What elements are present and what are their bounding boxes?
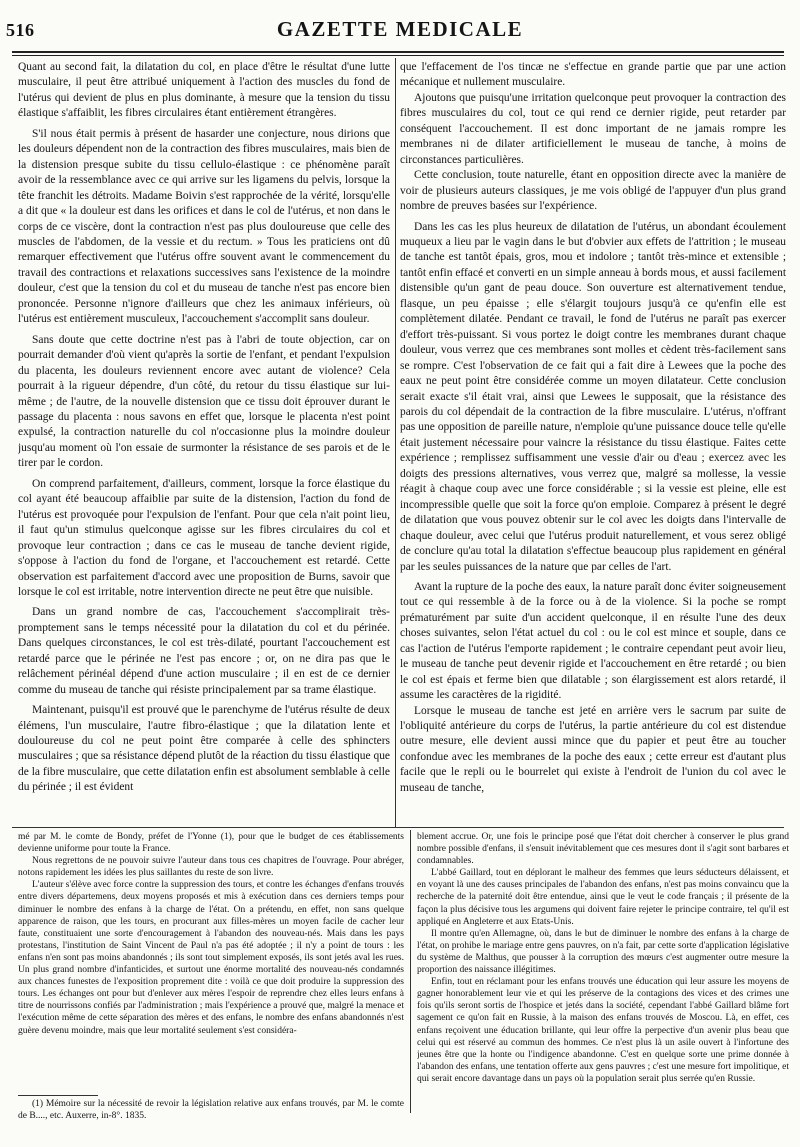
paragraph: Avant la rupture de la poche des eaux, la nature paraît donc éviter soigneusement tout ce qui ressemble à de la force ou à de la violence. Si la poche se rompt prématurément par suite d'un accident quelconque, il en résulte l'une des deux choses suivantes, selon l'état actuel du col : ou le col est mince et souple, dans ce cas l'action de l'utérus l'emporte rapidement ; le contraire cependant peut avoir lieu, le museau de tanche peut devenir rigide et l'accouchement en être retardé ; ou bien le col est épais et ferme bien que dilatable ; son élargissement est alors retardé, il assume les caractères de la rigidité.	[400, 580, 786, 702]
paragraph: Maintenant, puisqu'il est prouvé que le parenchyme de l'utérus résulte de deux élémens, l'un musculaire, l'autre fibro-élastique ; que la dilatation lente et douloureuse du col ne peut point être comparée à celle des sphincters musculaires ; que sa résistance dépend plutôt de la réaction du tissu élastique que de la fibre musculaire, que cette dilatation enfin est absolument semblable à celle du périnée ; il est évident	[18, 704, 390, 794]
footnote-rule	[18, 1095, 98, 1096]
paragraph: L'auteur s'élève avec force contre la suppression des tours, et contre les échanges d'enfans trouvés entre divers départemens, deux moyens proposés et mis à exécution dans ces derniers temps pour diminuer le nombre des enfans à la charge de l'état. On a prétendu, en effet, non sans quelque apparence de raison, que les tours, en procurant aux filles-mères un moyen facile de cacher leur faute, constituaient une sorte d'encouragement à l'abandon des nouveau-nés. Mais dans les pays protestans, l'institution de Saint Vincent de Paul n'a pas été adoptée ; il n'y a point de tours : les enfans n'en sont pas moins abandonnés ; ils sont tout simplement exposés, ils sont jetés aval les rues. Un plus grand nombre d'infanticides, et surtout une énorme mortalité des nouveau-nés condamnés aux chances funestes de l'exposition proprement dite : voilà ce que doit produire la suppression des tours. Les échanges ont pour but d'enlever aux mères l'espoir de reprendre chez elles leurs enfans à titre de nourrissons confiés par l'administration ; mais l'expérience a prouvé que, malgré la menace et l'exécution même de cette séparation des mères et des enfans, le nombre des enfans abandonnés n'est guère devenu moindre, mais que leur mortalité seulement s'est considéra-	[18, 880, 404, 1036]
paragraph: Cette conclusion, toute naturelle, étant en opposition directe avec la manière de voir de plusieurs auteurs classiques, je me vois obligé de l'appuyer d'un plus grand nombre de preuves basées sur l'expérience.	[400, 169, 786, 213]
footnote	[18, 1098, 404, 1122]
header-rule-thin	[12, 55, 784, 56]
paragraph: Enfin, tout en réclamant pour les enfans trouvés une éducation qui leur assure les moyens de gagner honorablement leur vie et qui les préserve de la contagions des vices et des crimes une fois qu'ils seront sortis de l'hospice et jetés dans la société, cependant l'abbé Gaillard blâme fort sagement ce qu'on fait en Russie, à la maison des enfans trouvés de Moscou. Là, en effet, ces enfans reçoivent une éducation brillante, qui leur offre la perpective d'un avenir plus beau que celui qui est réservé au commun des hommes. Ce n'est plus là un asile ouvert à l'infortune des jeunes être que la honte ou l'indigence abandonne. C'est en quelque sorte une prime donnée à l'abandon des enfans, une tentation offerte aux gens pauvres ; c'est une mesure fort impolitique, et qui serait encore davantage dans un pays où la population serait plus serrée qu'en Russie.	[417, 977, 789, 1084]
paragraph: L'abbé Gaillard, tout en déplorant le malheur des femmes que leurs séducteurs délaissent, et en voyant là une des causes principales de l'abandon des enfans, n'est pas moins convaincu que la recherche de la paternité doit être entendue, ainsi que le veut le code français ; il présente de la façon la plus décisive tous les argumens qui doivent faire rejeter le principe contraire, tel qu'il est appliqué en Angleterre et aux Etats-Unis.	[417, 868, 789, 927]
paragraph: Nous regrettons de ne pouvoir suivre l'auteur dans tous ces chapitres de l'ouvrage. Pour abréger, notons rapidement les idées les plus saillantes du reste de son livre.	[18, 856, 404, 879]
paragraph: Ajoutons que puisqu'une irritation quelconque peut provoquer la contraction des fibres musculaires du col, tout ce qui rend ce dernier rigide, peut retarder par conséquent l'accouchement. Il est donc important de ne jamais rompre les membranes ni de dilater artificiellement le museau de tanche, à moins de circonstances particulières.	[400, 91, 786, 166]
paragraph: mé par M. le comte de Bondy, préfet de l'Yonne (1), pour que le budget de ces établissements devienne uniforme pour toute la France.	[18, 832, 404, 855]
paragraph: Il montre qu'en Allemagne, où, dans le but de diminuer le nombre des enfans à la charge de l'état, on prohibe le mariage entre gens pauvres, on n'a fait, par cette sorte d'application législative du système de Malthus, que pousser à la corruption des mœurs c'est augmenter outre mesure la proportion des naissance illégitimes.	[417, 928, 789, 976]
paragraph: Dans un grand nombre de cas, l'accouchement s'accomplirait très-promptement sans le temps nécessité pour la dilatation du col et du périnée. Dans quelques circonstances, le col est très-dilaté, pourtant l'accouchement est retardé parce que le périnée ne l'est pas encore ; or, on ne dira pas que le relâchement périnéal dépend d'une action musculaire ; il en est de ce dernier comme du museau de tanche qui résiste principalement par sa trame élastique.	[18, 606, 390, 696]
paragraph: Dans les cas les plus heureux de dilatation de l'utérus, un abondant écoulement muqueux a lieu par le vagin dans le but d'obvier aux effets de l'attrition ; le museau de tanche est tantôt épais, gros, mou et indolore ; tantôt très-mince et extensible ; tantôt enfin effacé et converti en un simple anneau à bords mous, et aussi facilement distensible qu'un gant de peau douce. Son ouverture est alternativement tendue, flasque, un peu épaisse ; elle s'élargit toujours jusqu'à ce qu'enfin elle est complètement dilatée. Pendant ce travail, le fond de l'utérus ne paraît pas exercer d'effort très-puissant. Si vous portez le doigt contre les membranes durant chaque douleur, vous verrez que ces membranes sont molles et cèdent très-facilement sans se rompre. C'est l'observation de ce fait qui a fait dire à Lewees que la poche des eaux ne peut point être considérée comme un moyen dilatateur. Cette conclusion serait exacte s'il était vrai, ainsi que Lewees le supposait, que la résistance des parois du col dépendait de la contraction de la fibre musculaire. L'utérus, n'offrant pas une opposition de pareille nature, n'emploie qu'une puissance douce telle qu'elle était justement nécessaire pour vaincre la résistance du tissu élastique. Faites cette expérience ; remplissez suffisamment une vessie d'air ou d'eau ; exercez avec les doigts des pressions alternatives, vous verrez que, malgré sa mollesse, la vessie réagit à chaque coup avec une force considérable ; si la vessie est pleine, elle est incompressible quelle que soit la force qu'on emploie. Comparez à présent le degré de dilatation que vous pouvez obtenir sur le col avec les doigts dans l'intervalle de chaque douleur, avec celui que l'utérus produit naturellement, et vous serez obligé de conclure qu'au total la dilatation s'effectue beaucoup plus rapidement en général par les seules puissances de la nature que par celles de l'art.	[400, 220, 786, 573]
header-rule-thick	[12, 51, 784, 53]
feuilleton-right-column	[417, 831, 789, 1113]
paragraph: Quant au second fait, la dilatation du col, en place d'être le résultat d'une lutte musculaire, il peut être attribué uniquement à l'action des muscles du fond de l'utérus qui devient de plus en plus dominante, à mesure que la tension du tissu élastique s'affaiblit, les fibres circulaires étant entièrement étrangères.	[18, 61, 390, 120]
column-divider	[395, 58, 396, 828]
right-column	[400, 60, 786, 824]
newspaper-title: GAZETTE MEDICALE	[276, 17, 524, 41]
paragraph: Lorsque le museau de tanche est jeté en arrière vers le sacrum par suite de l'obliquité antérieure du corps de l'utérus, la partie antérieure du col est distendue outre mesure, elle devient aussi mince que du papier et peut être au toucher confondue avec les membranes de la poche des eaux ; cette erreur est d'autant plus facile que le repli ou le bourrelet qui existe à l'endroit de l'union du col avec le museau de tanche,	[400, 704, 786, 794]
feuilleton-column-divider	[410, 830, 411, 1113]
paragraph: On comprend parfaitement, d'ailleurs, comment, lorsque la force élastique du col ayant été beaucoup affaiblie par suite de la distension, l'action du fond de l'utérus est provoquée pour l'expulsion de l'enfant. Pour que cela n'ait point lieu, il faut qu'un stimulus quelconque agisse sur les fibres circulaires du col et provoque leur contraction ; dans ce cas le museau de tanche devient rigide, s'oppose à l'action du fond de l'organe, et l'accouchement est retardé. Cette observation est parfaitement d'accord avec une proposition de Burns, savoir que lorsque le col est irritable, notre intervention directe ne peut être que nuisible.	[18, 477, 390, 598]
paragraph: blement accrue. Or, une fois le principe posé que l'état doit chercher à conserver le plus grand nombre possible d'enfans, il s'ensuit inévitablement que ces mesures dont il s'agit sont barbares et condamnables.	[417, 832, 789, 867]
page-number: 516	[6, 20, 35, 40]
paragraph: S'il nous était permis à présent de hasarder une conjecture, nous dirions que les douleurs dépendent non de la contraction des fibres musculaires, mais bien de la distension presque subite du tissu cellulo-élastique : ce phénomène paraît avoir de la ressemblance avec ce qui arrive sur les ligamens du pelvis, lorsque la tête franchit les détroits. Madame Boivin s'est rapprochée de la vérité, lorsqu'elle a dit que « la douleur est dans les orifices et dans le col de l'utérus, et non dans le corps de ce viscère, dont la contraction n'est pas plus douloureuse que celle des muscles de l'abdomen, de la vessie et du rectum. » Tous les praticiens ont dû remarquer effectivement que l'utérus offre souvent avant le commencement du travail des contractions et relaxations successives sans l'existence de la moindre douleur, c'est que la tension du col et du museau de tanche n'est pas encore bien prononcée. Personne n'ignore d'ailleurs que chez les animaux inférieurs, où l'utérus est entièrement musculeux, l'accouchement s'accomplit sans douleur.	[18, 127, 390, 326]
paragraph: que l'effacement de l'os tincæ ne s'effectue en grande partie que par une action mécanique et nullement musculaire.	[400, 61, 786, 89]
section-divider	[12, 827, 784, 828]
feuilleton-left-column	[18, 831, 404, 1093]
left-column	[18, 60, 390, 824]
paragraph: Sans doute que cette doctrine n'est pas à l'abri de toute objection, car on pourrait demander d'où vient qu'après la sortie de l'enfant, et pendant l'expulsion du placenta, les douleurs reviennent encore avec autant de violence? Cela pourrait à la rigueur dépendre, d'un côté, du retour du tissu élastique sur lui-même ; de l'autre, de la nouvelle distension que ce tissu doit éprouver durant le passage du placenta : nous savons en effet que, lorsque le placenta n'est point expulsé, la contraction naturelle du col n'occasionne plus la moindre douleur jusqu'au moment où l'on essaie de surmonter la résistance de ses parois et de le tirer par le cordon.	[18, 333, 390, 470]
footnote-text: (1) Mémoire sur la nécessité de revoir la législation relative aux enfans trouvés, par M. le comte de B...., etc. Auxerre, in-8°. 1835.	[18, 1099, 404, 1121]
